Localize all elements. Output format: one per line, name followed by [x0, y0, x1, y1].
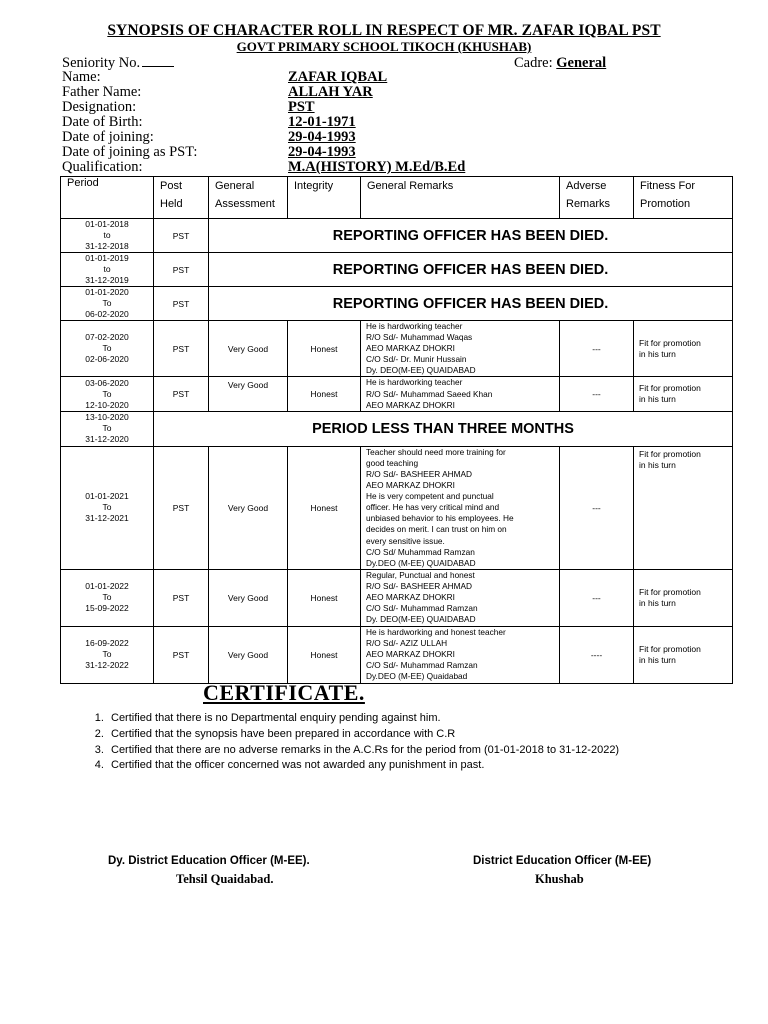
- post-cell: PST: [154, 626, 209, 683]
- fitness-cell: Fit for promotion in his turn: [634, 569, 733, 626]
- joining-date-value: 29-04-1993: [288, 129, 356, 145]
- designation-value: PST: [288, 99, 315, 115]
- remarks-cell: He is hardworking teacher R/O Sd/- Muhammad Waqas AEO MARKAZ DHOKRI C/O Sd/- Dr. Munir Hussain Dy. DEO(M-EE) QUAIDABAD: [361, 321, 560, 377]
- period-cell: 07-02-2020 To 02-06-2020: [61, 321, 154, 377]
- adverse-cell: ---: [560, 321, 634, 377]
- acr-table: [60, 176, 733, 684]
- assessment-cell: Very Good: [209, 321, 288, 377]
- note-cell: PERIOD LESS THAN THREE MONTHS: [154, 411, 733, 446]
- period-cell: 01-01-2020 To 06-02-2020: [61, 287, 154, 321]
- fitness-cell: Fit for promotion in his turn: [634, 446, 733, 569]
- adverse-cell: ---: [560, 569, 634, 626]
- period-cell: 01-01-2019 to 31-12-2019: [61, 253, 154, 287]
- header-general-assessment: General Assessment: [209, 177, 288, 219]
- header-integrity: Integrity: [288, 177, 361, 219]
- fitness-cell: Fit for promotion in his turn: [634, 377, 733, 411]
- period-cell: 01-01-2021 To 31-12-2021: [61, 446, 154, 569]
- period-cell: 01-01-2022 To 15-09-2022: [61, 569, 154, 626]
- fitness-cell: Fit for promotion in his turn: [634, 626, 733, 683]
- joining-date-label: Date of joining:: [62, 129, 154, 145]
- remarks-cell: He is hardworking teacher R/O Sd/- Muhammad Saeed Khan AEO MARKAZ DHOKRI: [361, 377, 560, 411]
- integrity-cell: Honest: [288, 377, 361, 411]
- certificate-item: 4. Certified that the officer concerned was not awarded any punishment in past.: [107, 758, 619, 774]
- qualification-value: M.A(HISTORY) M.Ed/B.Ed: [288, 159, 466, 175]
- name-value: ZAFAR IQBAL: [288, 69, 388, 85]
- assessment-cell: Very Good: [209, 569, 288, 626]
- table-row: [61, 253, 733, 287]
- cadre-label: Cadre:: [514, 55, 553, 71]
- certificate-heading: CERTIFICATE.: [203, 680, 365, 705]
- seniority-blank: [142, 55, 174, 67]
- document-title: SYNOPSIS OF CHARACTER ROLL IN RESPECT OF MR. ZAFAR IQBAL PST: [107, 22, 661, 39]
- header-adverse-remarks: Adverse Remarks: [560, 177, 634, 219]
- certificate-item: 1. Certified that there is no Departmental enquiry pending against him.: [107, 711, 619, 727]
- assessment-cell: Very Good: [209, 446, 288, 569]
- integrity-cell: Honest: [288, 321, 361, 377]
- post-cell: PST: [154, 446, 209, 569]
- remarks-cell: Regular, Punctual and honest R/O Sd/- BASHEER AHMAD AEO MARKAZ DHOKRI C/O Sd/- Muhammad Ramzan Dy. DEO(M-EE) QUAIDABAD: [361, 569, 560, 626]
- header-period: Period: [61, 177, 154, 219]
- period-cell: 13-10-2020 To 31-12-2020: [61, 411, 154, 446]
- integrity-cell: Honest: [288, 446, 361, 569]
- table-row: [61, 626, 733, 683]
- table-row: [61, 411, 733, 446]
- table-row: [61, 219, 733, 253]
- adverse-cell: ---: [560, 446, 634, 569]
- designation-label: Designation:: [62, 99, 137, 115]
- qualification-label: Qualification:: [62, 159, 143, 175]
- certificate-item: 3. Certified that there are no adverse remarks in the A.C.Rs for the period from (01-01-2018 to 31-12-2022): [107, 743, 619, 759]
- period-cell: 03-06-2020 To 12-10-2020: [61, 377, 154, 411]
- fitness-cell: Fit for promotion in his turn: [634, 321, 733, 377]
- header-general-remarks: General Remarks: [361, 177, 560, 219]
- dob-label: Date of Birth:: [62, 114, 143, 130]
- father-name-value: ALLAH YAR: [288, 84, 373, 100]
- note-cell: REPORTING OFFICER HAS BEEN DIED.: [209, 219, 733, 253]
- table-row: [61, 321, 733, 377]
- table-row: [61, 287, 733, 321]
- table-row: [61, 446, 733, 569]
- post-cell: PST: [154, 321, 209, 377]
- header-post-held: Post Held: [154, 177, 209, 219]
- table-row: [61, 569, 733, 626]
- period-cell: 01-01-2018 to 31-12-2018: [61, 219, 154, 253]
- post-cell: PST: [154, 287, 209, 321]
- seniority-label: Seniority No.: [62, 55, 141, 71]
- adverse-cell: ---: [560, 377, 634, 411]
- father-name-label: Father Name:: [62, 84, 142, 100]
- signature-left-place: Tehsil Quaidabad.: [176, 872, 274, 886]
- signature-right-title: District Education Officer (M-EE): [473, 855, 652, 867]
- table-row: [61, 377, 733, 411]
- school-subtitle: GOVT PRIMARY SCHOOL TIKOCH (KHUSHAB): [236, 39, 532, 54]
- name-label: Name:: [62, 69, 101, 85]
- cadre-value: General: [556, 55, 607, 71]
- note-cell: REPORTING OFFICER HAS BEEN DIED.: [209, 287, 733, 321]
- cadre-field: [514, 55, 606, 72]
- pst-joining-value: 29-04-1993: [288, 144, 356, 160]
- signature-right-place: Khushab: [535, 872, 584, 886]
- certificate-list: [80, 711, 619, 774]
- remarks-cell: He is hardworking and honest teacher R/O Sd/- AZIZ ULLAH AEO MARKAZ DHOKRI C/O Sd/- Muhammad Ramzan Dy.DEO (M-EE) Quaidabad: [361, 626, 560, 683]
- table-header-row: [61, 177, 733, 219]
- pst-joining-label: Date of joining as PST:: [62, 144, 198, 160]
- remarks-cell: Teacher should need more training for good teaching R/O Sd/- BASHEER AHMAD AEO MARKAZ DHOKRI He is very competent and punctual officer. He has very critical mind and unbiased behavior to his employees. He decides on merit. I can trust on him on every sensitive issue. C/O Sd/ Muhammad Ramzan Dy.DEO (M-EE) QUAIDABAD: [361, 446, 560, 569]
- assessment-cell: Very Good: [209, 626, 288, 683]
- integrity-cell: Honest: [288, 569, 361, 626]
- adverse-cell: ----: [560, 626, 634, 683]
- header-fitness-promotion: Fitness For Promotion: [634, 177, 733, 219]
- certificate-item: 2. Certified that the synopsis have been prepared in accordance with C.R: [107, 727, 619, 743]
- signature-left-title: Dy. District Education Officer (M-EE).: [108, 855, 310, 867]
- post-cell: PST: [154, 219, 209, 253]
- post-cell: PST: [154, 569, 209, 626]
- period-cell: 16-09-2022 To 31-12-2022: [61, 626, 154, 683]
- integrity-cell: Honest: [288, 626, 361, 683]
- dob-value: 12-01-1971: [288, 114, 356, 130]
- note-cell: REPORTING OFFICER HAS BEEN DIED.: [209, 253, 733, 287]
- assessment-cell: Very Good: [209, 377, 288, 411]
- post-cell: PST: [154, 253, 209, 287]
- post-cell: PST: [154, 377, 209, 411]
